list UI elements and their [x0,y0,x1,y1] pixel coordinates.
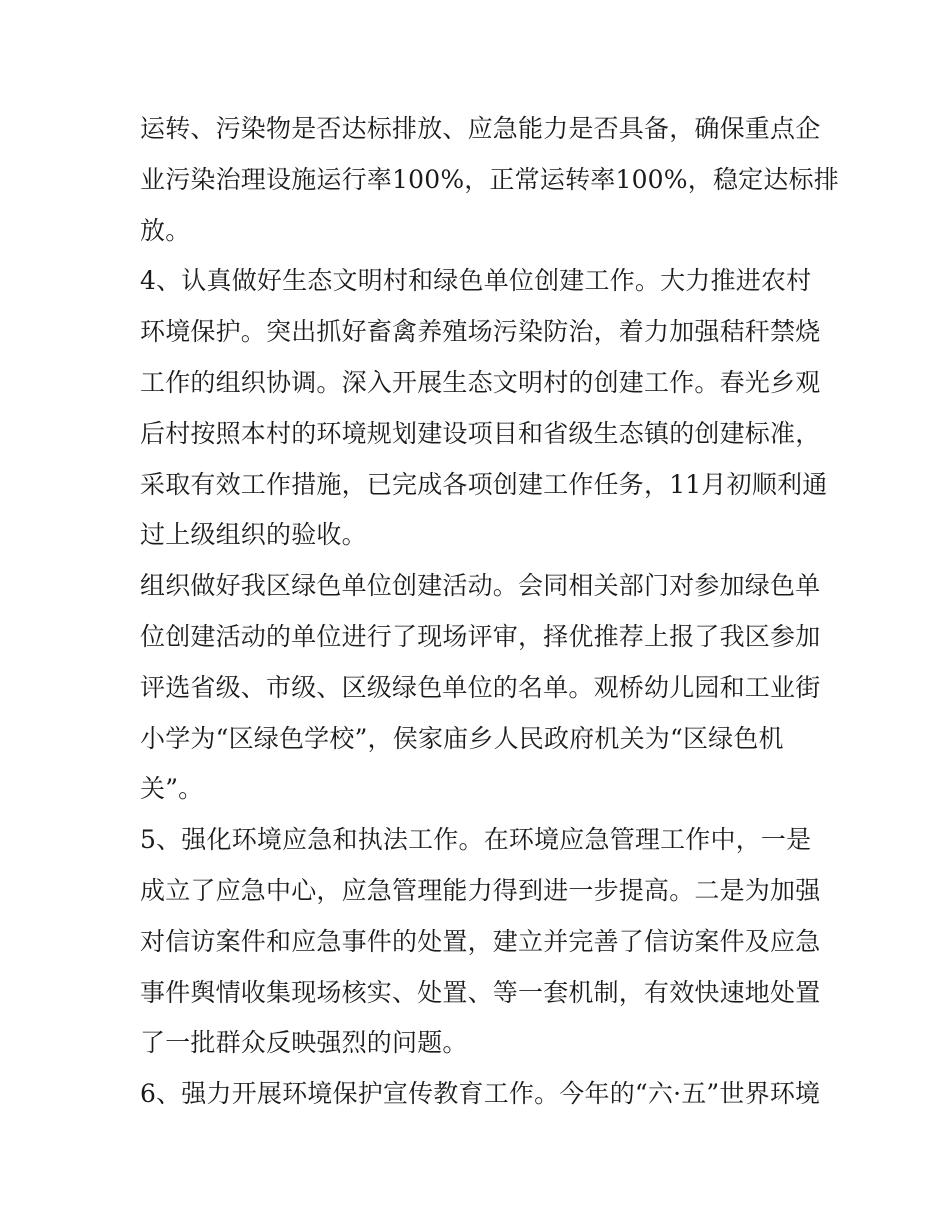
text-line: 6、强力开展环境保护宣传教育工作。今年的“六·五”世界环境 [140,1079,821,1109]
text-line: 环境保护。突出抓好畜禽养殖场污染防治，着力加强秸秆禁烧 [140,317,821,347]
text-line: 成立了应急中心，应急管理能力得到进一步提高。二是为加强 [140,875,821,905]
text-line: 关”。 [140,774,204,804]
text-line: 放。 [140,215,191,245]
text-line: 了一批群众反映强烈的问题。 [140,1028,468,1058]
text-line: 对信访案件和应急事件的处置，建立并完善了信访案件及应急 [140,926,821,956]
text-line: 5、强化环境应急和执法工作。在环境应急管理工作中，一是 [140,825,812,855]
text-line: 4、认真做好生态文明村和绿色单位创建工作。大力推进农村 [140,266,812,296]
text-line: 工作的组织协调。深入开展生态文明村的创建工作。春光乡观 [140,367,821,397]
text-line: 运转、污染物是否达标排放、应急能力是否具备，确保重点企 [140,114,821,143]
text-line: 组织做好我区绿色单位创建活动。会同相关部门对参加绿色单 [140,571,821,601]
text-line: 后村按照本村的环境规划建设项目和省级生态镇的创建标准， [140,418,821,448]
text-line: 位创建活动的单位进行了现场评审，择优推荐上报了我区参加 [140,621,821,651]
body-text [140,104,839,1120]
text-line: 采取有效工作措施，已完成各项创建工作任务，11月初顺利通 [140,469,828,499]
text-line: 小学为“区绿色学校”，侯家庙乡人民政府机关为“区绿色机 [140,723,784,753]
text-line: 事件舆情收集现场核实、处置、等一套机制，有效快速地处置 [140,977,821,1007]
text-line: 过上级组织的验收。 [140,520,367,550]
text-line: 评选省级、市级、区级绿色单位的名单。观桥幼儿园和工业街 [140,672,821,702]
text-line: 业污染治理设施运行率100%，正常运转率100%，稳定达标排 [140,164,839,194]
